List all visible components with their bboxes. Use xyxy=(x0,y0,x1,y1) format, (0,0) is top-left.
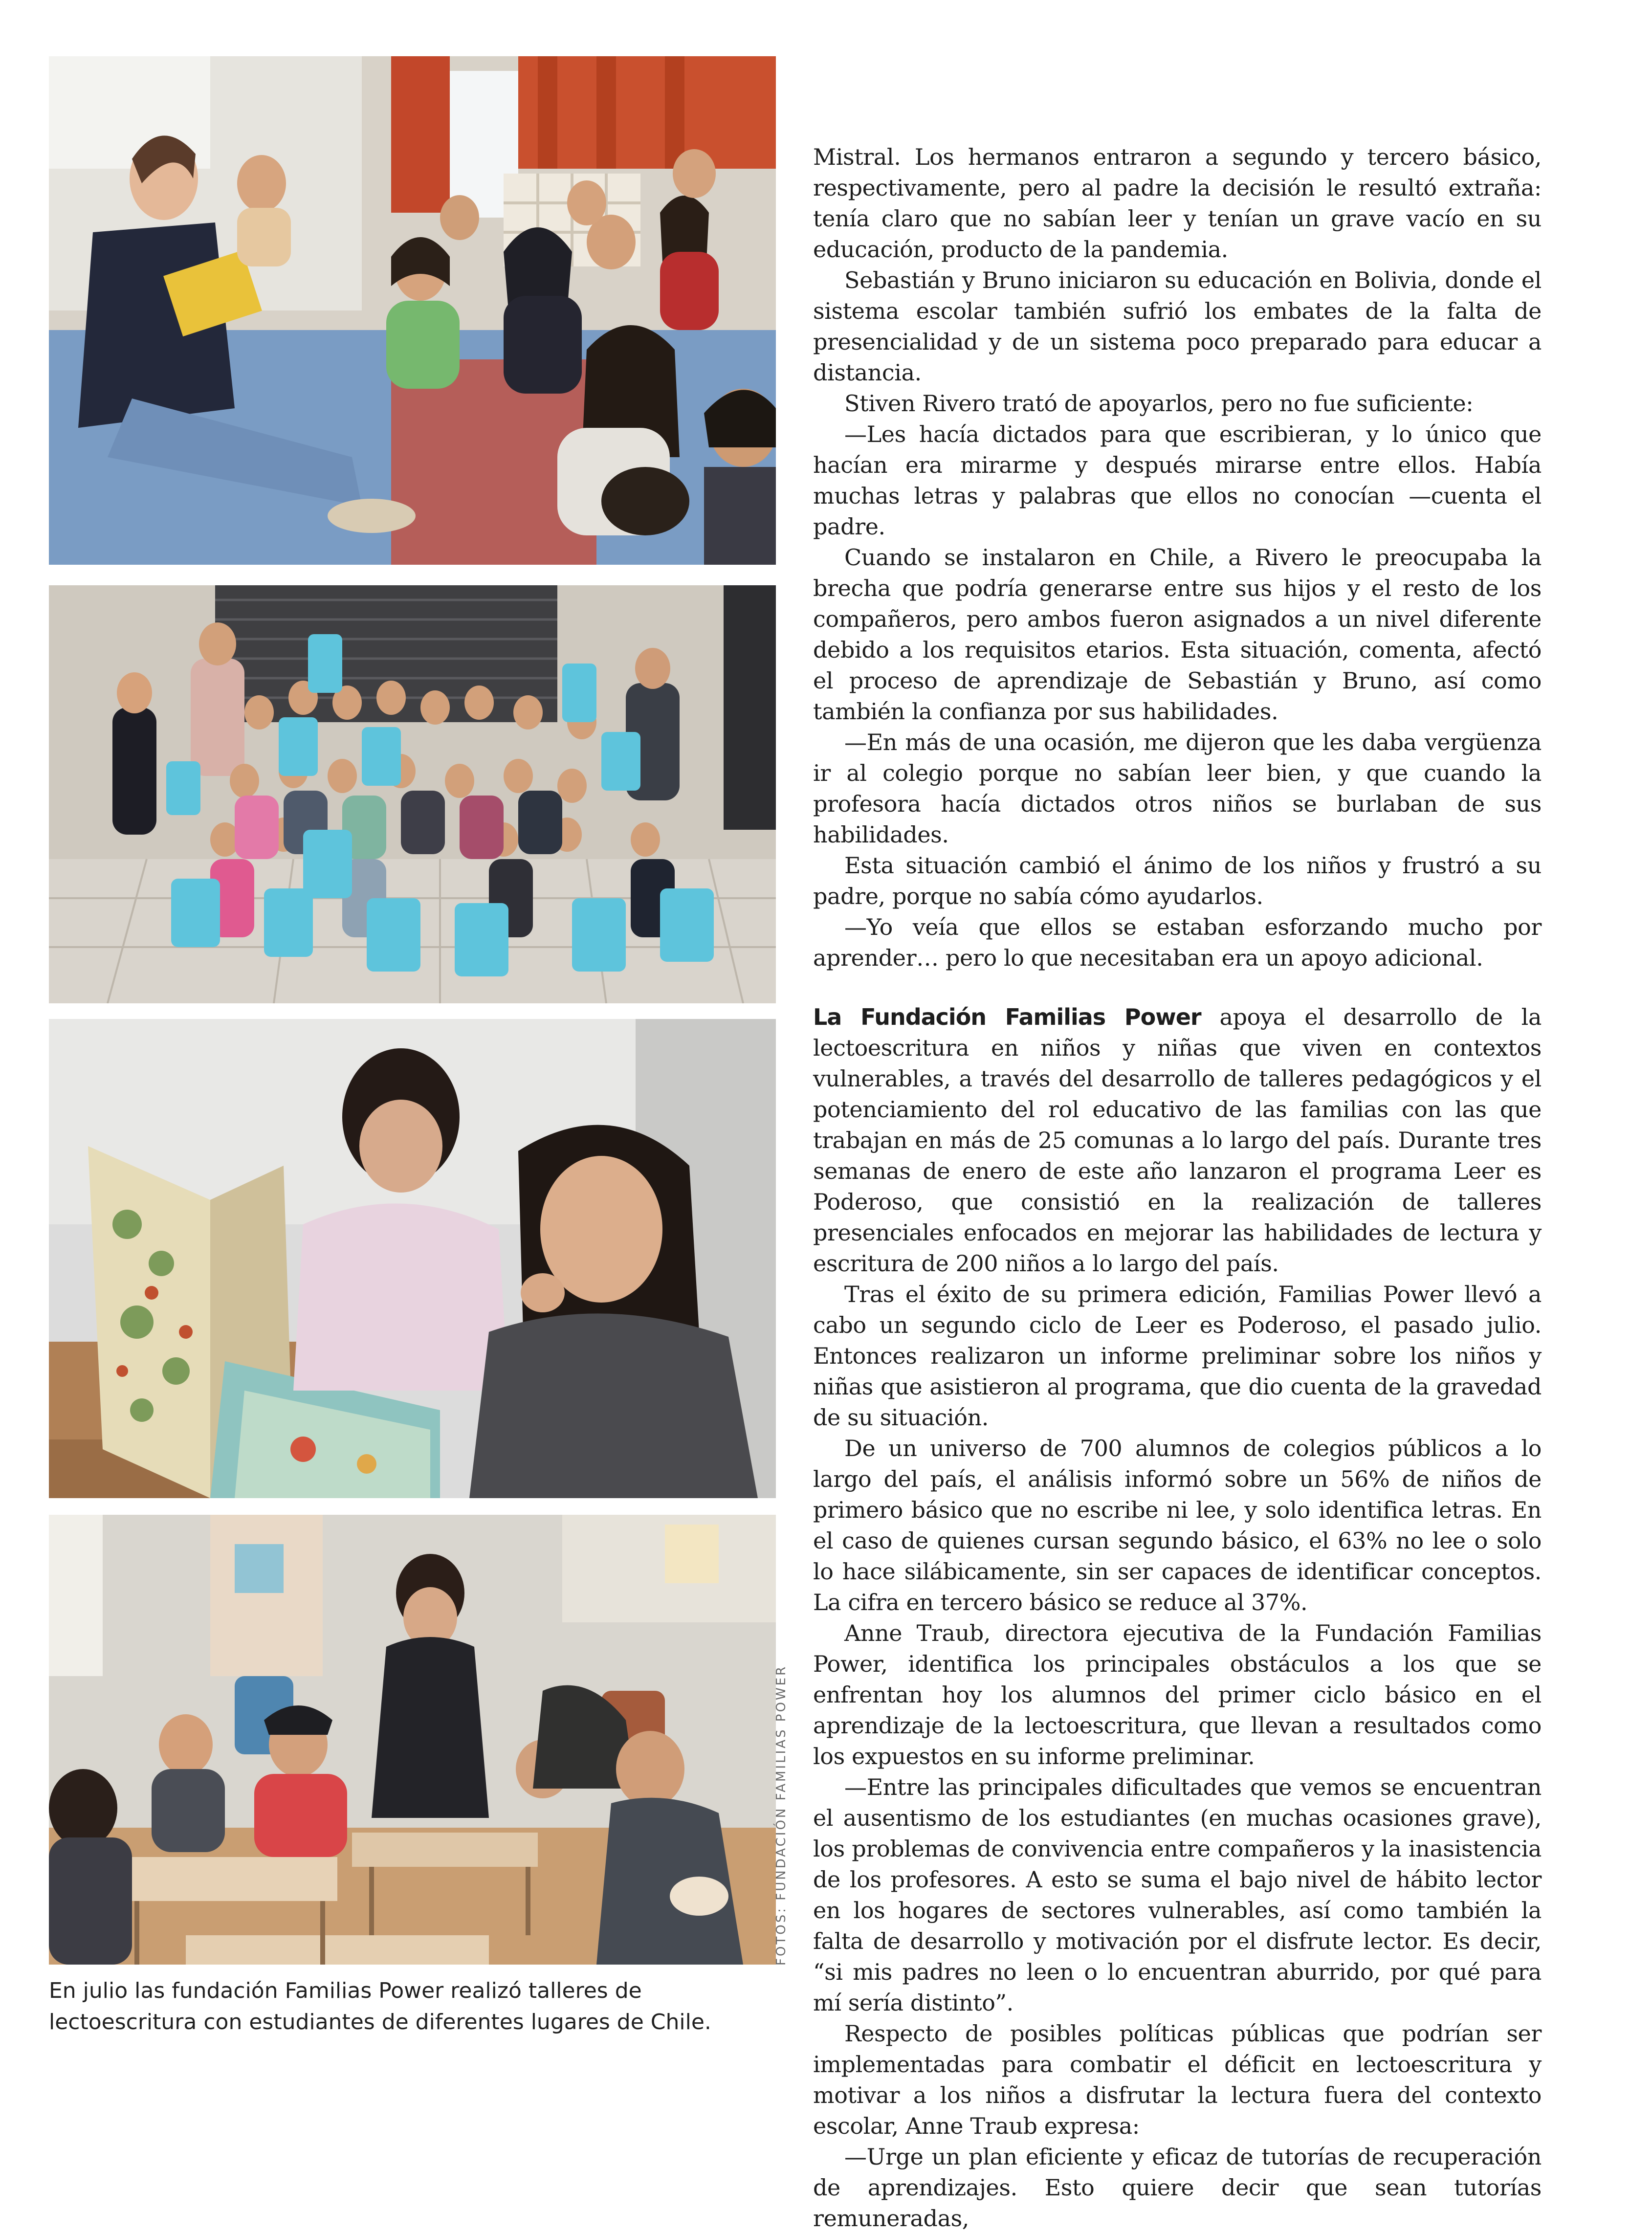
article-quote: —Les hacía dictados para que escribieran, y lo único que hacían era mirarme y después mirarse entre ellos. Había muchas letras y palabras que ellos no conocían —cuenta el padre. xyxy=(813,421,1542,540)
article-paragraph: Mistral. Los hermanos entraron a segundo y tercero básico, respectivamente, pero al padre la decisión le resultó extraña: tenía claro que no sabían leer y tenían un grave vacío en su educación, producto de la pandemia. xyxy=(813,144,1542,263)
section-paragraph-text: apoya el desarrollo de la lectoescritura en niños y niñas que viven en contextos vulnerables, a través del desarrollo de talleres pedagógicos y el potenciamiento del rol educativo de las familias con las que trabajan en más de 25 comunas a lo largo del país. Durante tres semanas de enero de este año lanzaron el programa Leer es Poderoso, que consistió en la realización de talleres presenciales enfocados en mejorar las habilidades de lectura y escritura de 200 niños a lo largo del país. xyxy=(813,1004,1542,1277)
group-photo-with-bags xyxy=(49,585,776,1003)
article-quote: —Urge un plan eficiente y eficaz de tutorías de recuperación de aprendizajes. Esto quiere decir que sean tutorías remuneradas, xyxy=(813,2144,1542,2232)
article-body xyxy=(813,142,1542,2234)
article-paragraph: Respecto de posibles políticas públicas que podrían ser implementadas para combatir el déficit en lectoescritura y motivar a los niños a disfrutar la lectura fuera del contexto escolar, Anne Traub expresa: xyxy=(813,2020,1542,2139)
photo-caption: En julio las fundación Familias Power realizó talleres de lectoescritura con estudiantes de diferentes lugares de Chile. xyxy=(49,1978,711,2035)
article-paragraph: De un universo de 700 alumnos de colegios públicos a lo largo del país, el análisis informó sobre un 56% de niños de primero básico que no escribe ni lee, y solo identifica letras. En el caso de quienes cursan segundo básico, el 63% no lee o solo lo hace silábicamente, sin ser capaces de identificar conceptos. La cifra en tercero básico se reduce al 37%. xyxy=(813,1435,1542,1615)
article-paragraph: Anne Traub, directora ejecutiva de la Fundación Familias Power, identifica los principales obstáculos a los que se enfrentan hoy los alumnos del primer ciclo básico en el aprendizaje de la lectoescritura, que llevan a resultados como los expuestos en su informe preliminar. xyxy=(813,1620,1542,1770)
article-paragraph: Cuando se instalaron en Chile, a Rivero le preocupaba la brecha que podría generarse entre sus hijos y el resto de los compañeros, pero ambos fueron asignados a un nivel diferente debido a los requisitos etarios. Esta situación, comenta, afectó el proceso de aprendizaje de Sebastián y Bruno, así como también la confianza por sus habilidades. xyxy=(813,544,1542,725)
photo-credit: FOTOS: FUNDACIÓN FAMILIAS POWER xyxy=(774,1664,789,1966)
article-quote: —Entre las principales dificultades que vemos se encuentran el ausentismo de los estudiantes (en muchas ocasiones grave), los problemas de convivencia entre compañeros y la inasistencia de los profesores. A esto se suma el bajo nivel de hábito lector en los hogares de sectores vulnerables, así como también la falta de desarrollo y motivación por el disfrute lector. Es decir, “si mis padres no leen o lo encuentran aburrido, por qué para mí sería distinto”. xyxy=(813,1774,1542,2016)
article-quote: —Yo veía que ellos se estaban esforzando mucho por aprender… pero lo que necesitaban era un apoyo adicional. xyxy=(813,914,1542,971)
section-paragraph xyxy=(813,1002,1542,1279)
article-quote: —En más de una ocasión, me dijeron que les daba vergüenza ir al colegio porque no sabían leer bien, y que cuando la profesora hacía dictados otros niños se burlaban de sus habilidades. xyxy=(813,729,1542,848)
classroom-reading-photo xyxy=(49,56,776,565)
section-lead-in: La Fundación Familias Power xyxy=(813,1004,1201,1030)
article-paragraph: Esta situación cambió el ánimo de los niños y frustró a su padre, porque no sabía cómo ayudarlos. xyxy=(813,852,1542,909)
article-paragraph: Sebastián y Bruno iniciaron su educación en Bolivia, donde el sistema escolar también sufrió los embates de la falta de presencialidad y de un sistema poco preparado para educar a distancia. xyxy=(813,267,1542,386)
girls-reading-book-photo xyxy=(49,1019,776,1498)
article-paragraph: Stiven Rivero trató de apoyarlos, pero no fue suficiente: xyxy=(844,390,1474,417)
article-paragraph: Tras el éxito de su primera edición, Familias Power llevó a cabo un segundo ciclo de Leer es Poderoso, el pasado julio. Entonces realizaron un informe preliminar sobre los niños y niñas que asistieron al programa, que dio cuenta de la gravedad de su situación. xyxy=(813,1281,1542,1431)
students-at-desks-photo xyxy=(49,1515,776,1965)
